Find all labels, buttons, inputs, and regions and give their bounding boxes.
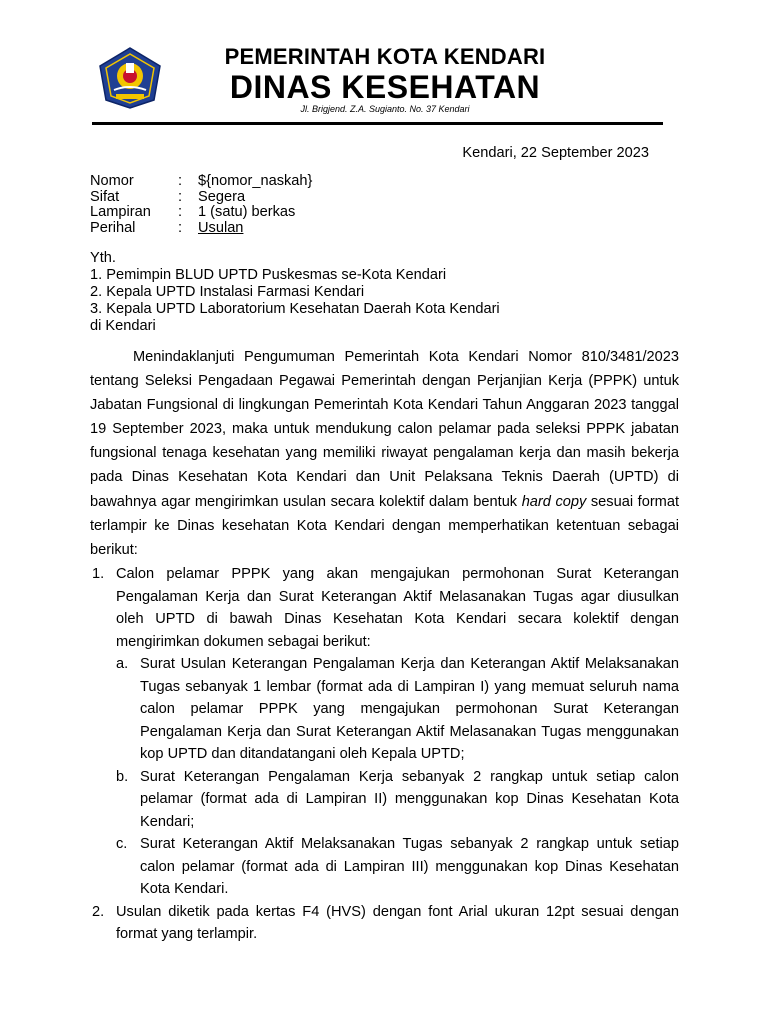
- provisions-list: [90, 563, 679, 946]
- list-item: [90, 563, 679, 901]
- sub-list-text: Surat Usulan Keterangan Pengalaman Kerja dan Keterangan Aktif Melaksanakan Tugas sebanyak 1 lembar (format ada di Lampiran I) yang memuat seluruh nama calon pelamar PPPK yang mengajukan permohonan Surat Keterangan Pengalaman Kerja dan Surat Keterangan Aktif Melasanakan Tugas menggunakan kop UPTD dan ditandatangani oleh Kepala UPTD;: [140, 656, 679, 762]
- recipient-item: 1. Pemimpin BLUD UPTD Puskesmas se-Kota Kendari: [90, 267, 447, 283]
- recipient-location: di Kendari: [90, 318, 156, 334]
- body-paragraph: [90, 345, 679, 562]
- meta-value: Segera: [198, 188, 246, 205]
- meta-label: Nomor: [90, 173, 134, 189]
- meta-label: Sifat: [90, 188, 120, 205]
- sub-list-letter: b.: [116, 768, 129, 785]
- meta-colon: :: [178, 188, 183, 205]
- body-text: sesuai format terlampir ke Dinas kesehatan Kota Kendari dengan memperhatikan ketentuan sebagai berikut:: [90, 493, 680, 558]
- sub-list-letter: a.: [116, 656, 129, 672]
- recipient-item: 2. Kepala UPTD Instalasi Farmasi Kendari: [90, 284, 365, 300]
- list-number: 1.: [92, 566, 105, 582]
- meta-value: 1 (satu) berkas: [198, 204, 296, 220]
- list-text: Usulan diketik pada kertas F4 (HVS) dengan font Arial ukuran 12pt sesuai dengan format yang terlampir.: [116, 903, 679, 942]
- meta-label: Lampiran: [90, 204, 151, 220]
- kendari-city-seal-icon: [96, 46, 164, 110]
- recipient-item: 3. Kepala UPTD Laboratorium Kesehatan Daerah Kota Kendari: [90, 301, 500, 317]
- government-name: PEMERINTAH KOTA KENDARI: [224, 44, 546, 69]
- list-item: [90, 901, 679, 946]
- agency-address: Jl. Brigjend. Z.A. Sugianto. No. 37 Kendari: [300, 104, 470, 114]
- letterhead-divider: [92, 122, 663, 125]
- list-number: 2.: [92, 903, 105, 920]
- list-text: Calon pelamar PPPK yang akan mengajukan permohonan Surat Keterangan Pengalaman Kerja dan Surat Keterangan Aktif Melasanakan Tugas agar diusulkan oleh UPTD di bawah Dinas Kesehatan Kota Kendari secara kolektif dengan mengirimkan dokumen sebagai berikut:: [116, 566, 679, 650]
- meta-colon: :: [178, 219, 183, 236]
- sub-list-item: [116, 766, 679, 834]
- sub-list-letter: c.: [116, 836, 128, 852]
- meta-row-nomor: [90, 174, 312, 190]
- meta-colon: :: [178, 204, 183, 220]
- meta-colon: :: [178, 173, 183, 189]
- meta-row-lampiran: [90, 205, 312, 221]
- sub-list-item: [116, 833, 679, 901]
- sub-list-text: Surat Keterangan Aktif Melaksanakan Tugas sebanyak 2 rangkap untuk setiap calon pelamar (format ada di Lampiran III) menggunakan kop Dinas Kesehatan Kota Kendari.: [140, 836, 679, 897]
- meta-row-perihal: [90, 221, 312, 237]
- recipient-block: [90, 250, 500, 335]
- meta-label: Perihal: [90, 219, 136, 236]
- letter-meta: [90, 174, 312, 236]
- meta-value: Usulan: [198, 219, 244, 236]
- meta-row-sifat: [90, 190, 312, 206]
- sub-list-item: [116, 653, 679, 766]
- body-text: Menindaklanjuti Pengumuman Pemerintah Kota Kendari Nomor 810/3481/2023 tentang Seleksi Pengadaan Pegawai Pemerintah dengan Perjanjian Kerja (PPPK) untuk Jabatan Fungsional di lingkungan Pemerintah Kota Kendari Tahun Anggaran 2023 tanggal 19 September 2023, maka untuk mendukung calon pelamar pada seleksi PPPK jabatan fungsional tenaga kesehatan yang memiliki riwayat pengalaman kerja dan masih bekerja pada Dinas Kesehatan Kota Kendari dan Unit Pelaksana Teknis Daerah (UPTD) di bawahnya agar mengirimkan usulan secara kolektif dalam bentuk: [90, 349, 679, 510]
- body-italic: hard copy: [521, 493, 587, 510]
- sub-list-text: Surat Keterangan Pengalaman Kerja sebanyak 2 rangkap untuk setiap calon pelamar (format ada di Lampiran II) menggunakan kop Dinas Kesehatan Kota Kendari;: [140, 768, 679, 830]
- letter-date: Kendari, 22 September 2023: [462, 145, 649, 161]
- salutation: Yth.: [90, 250, 116, 266]
- agency-name: DINAS KESEHATAN: [229, 69, 541, 105]
- meta-value: ${nomor_naskah}: [198, 173, 313, 189]
